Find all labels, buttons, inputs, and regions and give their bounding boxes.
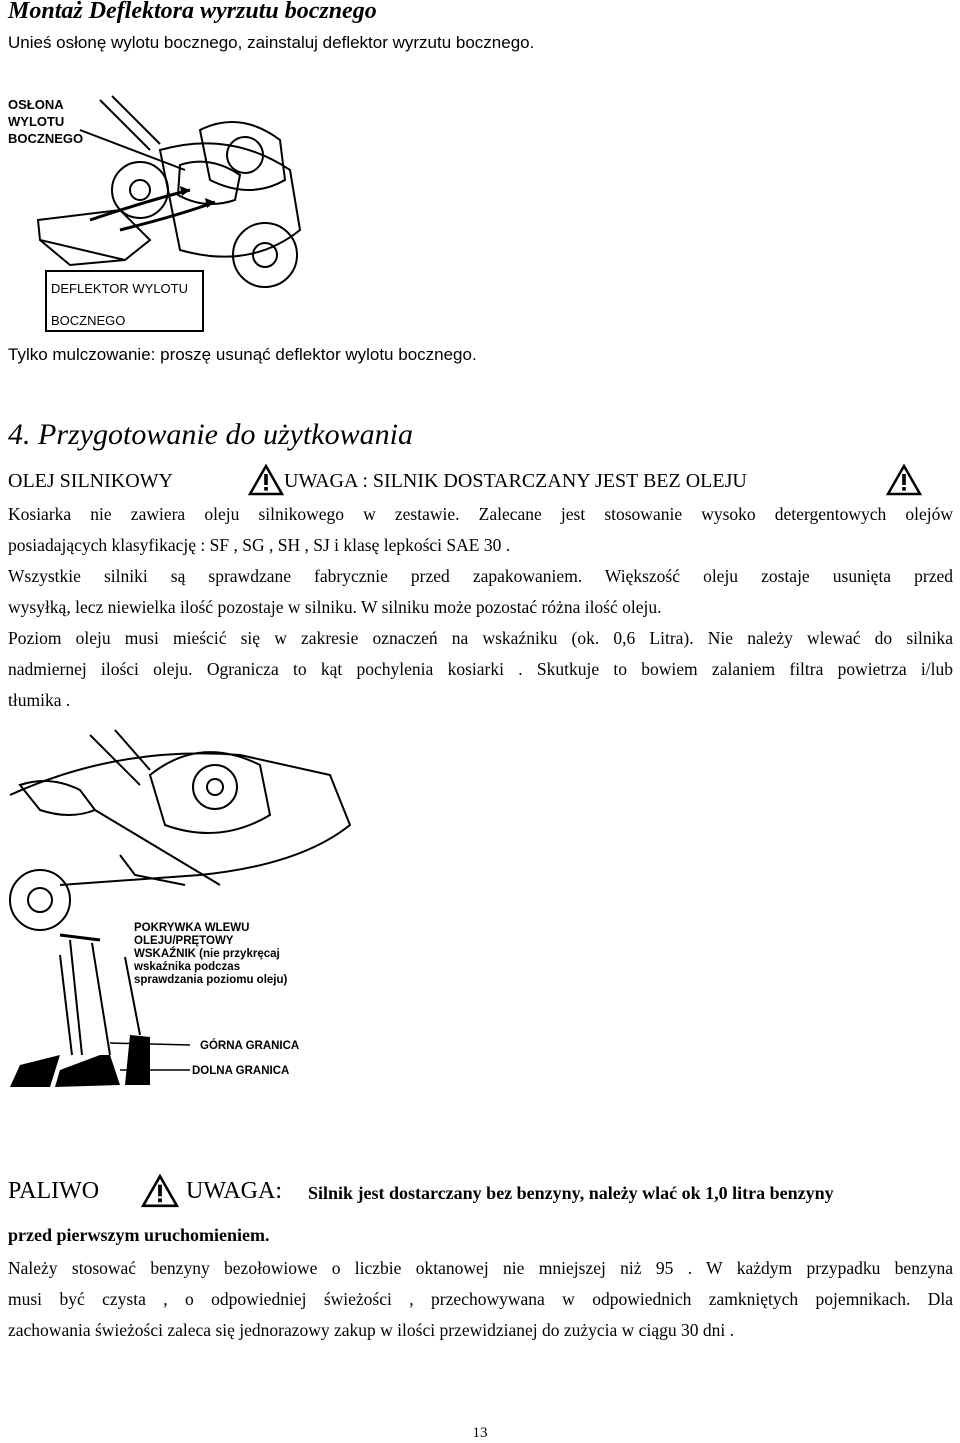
- lower-limit-label: DOLNA GRANICA: [192, 1065, 290, 1077]
- warning-icon: [141, 1174, 179, 1213]
- oil-label: OLEJ SILNIKOWY: [8, 470, 173, 492]
- deflector-instruction: Unieś osłonę wylotu bocznego, zainstaluj deflektor wyrzutu bocznego.: [8, 33, 535, 52]
- deflector-label-line1: DEFLEKTOR WYLOTU: [51, 281, 189, 296]
- mulch-note: Tylko mulczowanie: proszę usunąć deflektor wylotu bocznego.: [8, 345, 477, 364]
- oil-paragraph-3: [8, 623, 953, 716]
- page-number: 13: [472, 1425, 488, 1441]
- warning-icon: [248, 464, 284, 502]
- oil-warning-line: [8, 470, 948, 500]
- oil-paragraph-2-line2: wysyłką, lecz niewielka ilość pozostaje w silniku. W silniku może pozostać różna ilość oleju.: [8, 597, 662, 617]
- fuel-warning-text-2: przed pierwszym uruchomieniem.: [8, 1225, 270, 1245]
- section4-heading: 4. Przygotowanie do użytkowania: [8, 418, 413, 451]
- warning-icon: [886, 464, 922, 502]
- cover-label-line1: OSŁONA: [8, 97, 64, 112]
- deflector-label-line2: BOCZNEGO: [51, 313, 126, 328]
- dipstick-label-line3: WSKAŹNIK (nie przykręcaj: [134, 948, 280, 960]
- oil-warning-text: UWAGA : SILNIK DOSTARCZANY JEST BEZ OLEJU: [284, 470, 747, 492]
- deflector-title: Montaż Deflektora wyrzutu bocznego: [8, 0, 377, 24]
- fuel-warning-text: Silnik jest dostarczany bez benzyny, należy wlać ok 1,0 litra benzyny: [308, 1183, 834, 1203]
- oil-paragraph-1: [8, 499, 953, 561]
- oil-paragraph-1-line2: posiadających klasyfikację : SF , SG , SH , SJ i klasę lepkości SAE 30 .: [8, 535, 511, 555]
- cover-label-line3: BOCZNEGO: [8, 131, 84, 146]
- dipstick-label: [134, 922, 287, 987]
- fuel-label: PALIWO: [8, 1178, 100, 1204]
- cover-label-line2: WYLOTU: [8, 114, 65, 129]
- dipstick-label-line2: OLEJU/PRĘTOWY: [134, 935, 234, 947]
- deflector-label-box: [45, 270, 204, 332]
- upper-limit-label: GÓRNA GRANICA: [200, 1040, 300, 1052]
- oil-paragraph-2: [8, 561, 953, 623]
- fuel-paragraph-line3: zachowania świeżości zaleca się jednorazowy zakup w ilości przewidzianej do zużycia w ciągu 30 dni .: [8, 1320, 734, 1340]
- fuel-paragraph-line2: musi być czysta , o odpowiedniej świeżości , przechowywana w odpowiednich zamkniętych pojemnikach. Dla: [8, 1289, 953, 1309]
- fuel-warning-line: [8, 1176, 953, 1212]
- dipstick-label-line4: wskaźnika podczas: [134, 961, 241, 973]
- dipstick-label-line5: sprawdzania poziomu oleju): [134, 974, 288, 986]
- fuel-warning-word: UWAGA:: [186, 1178, 282, 1204]
- oil-paragraph-3-line1: Poziom oleju musi mieścić się w zakresie oznaczeń na wskaźniku (ok. 0,6 Litra). Nie należy wlewać do silnika: [8, 628, 953, 648]
- oil-paragraph-3-line3: tłumika .: [8, 690, 71, 710]
- oil-paragraph-3-line2: nadmiernej ilości oleju. Ogranicza to kąt pochylenia kosiarki . Skutkuje to bowiem zalaniem filtra powietrza i/lub: [8, 659, 953, 679]
- oil-paragraph-1-line1: Kosiarka nie zawiera oleju silnikowego w zestawie. Zalecane jest stosowanie wysoko detergentowych olejów: [8, 504, 953, 524]
- fuel-paragraph-line1: Należy stosować benzyny bezołowiowe o liczbie oktanowej nie mniejszej niż 95 . W każdym przypadku benzyna: [8, 1258, 953, 1278]
- oil-paragraph-2-line1: Wszystkie silniki są sprawdzane fabrycznie przed zapakowaniem. Większość oleju zostaje usunięta przed: [8, 566, 953, 586]
- cover-label: [8, 96, 83, 147]
- fuel-paragraph: [8, 1253, 953, 1346]
- dipstick-label-line1: POKRYWKA WLEWU: [134, 922, 250, 934]
